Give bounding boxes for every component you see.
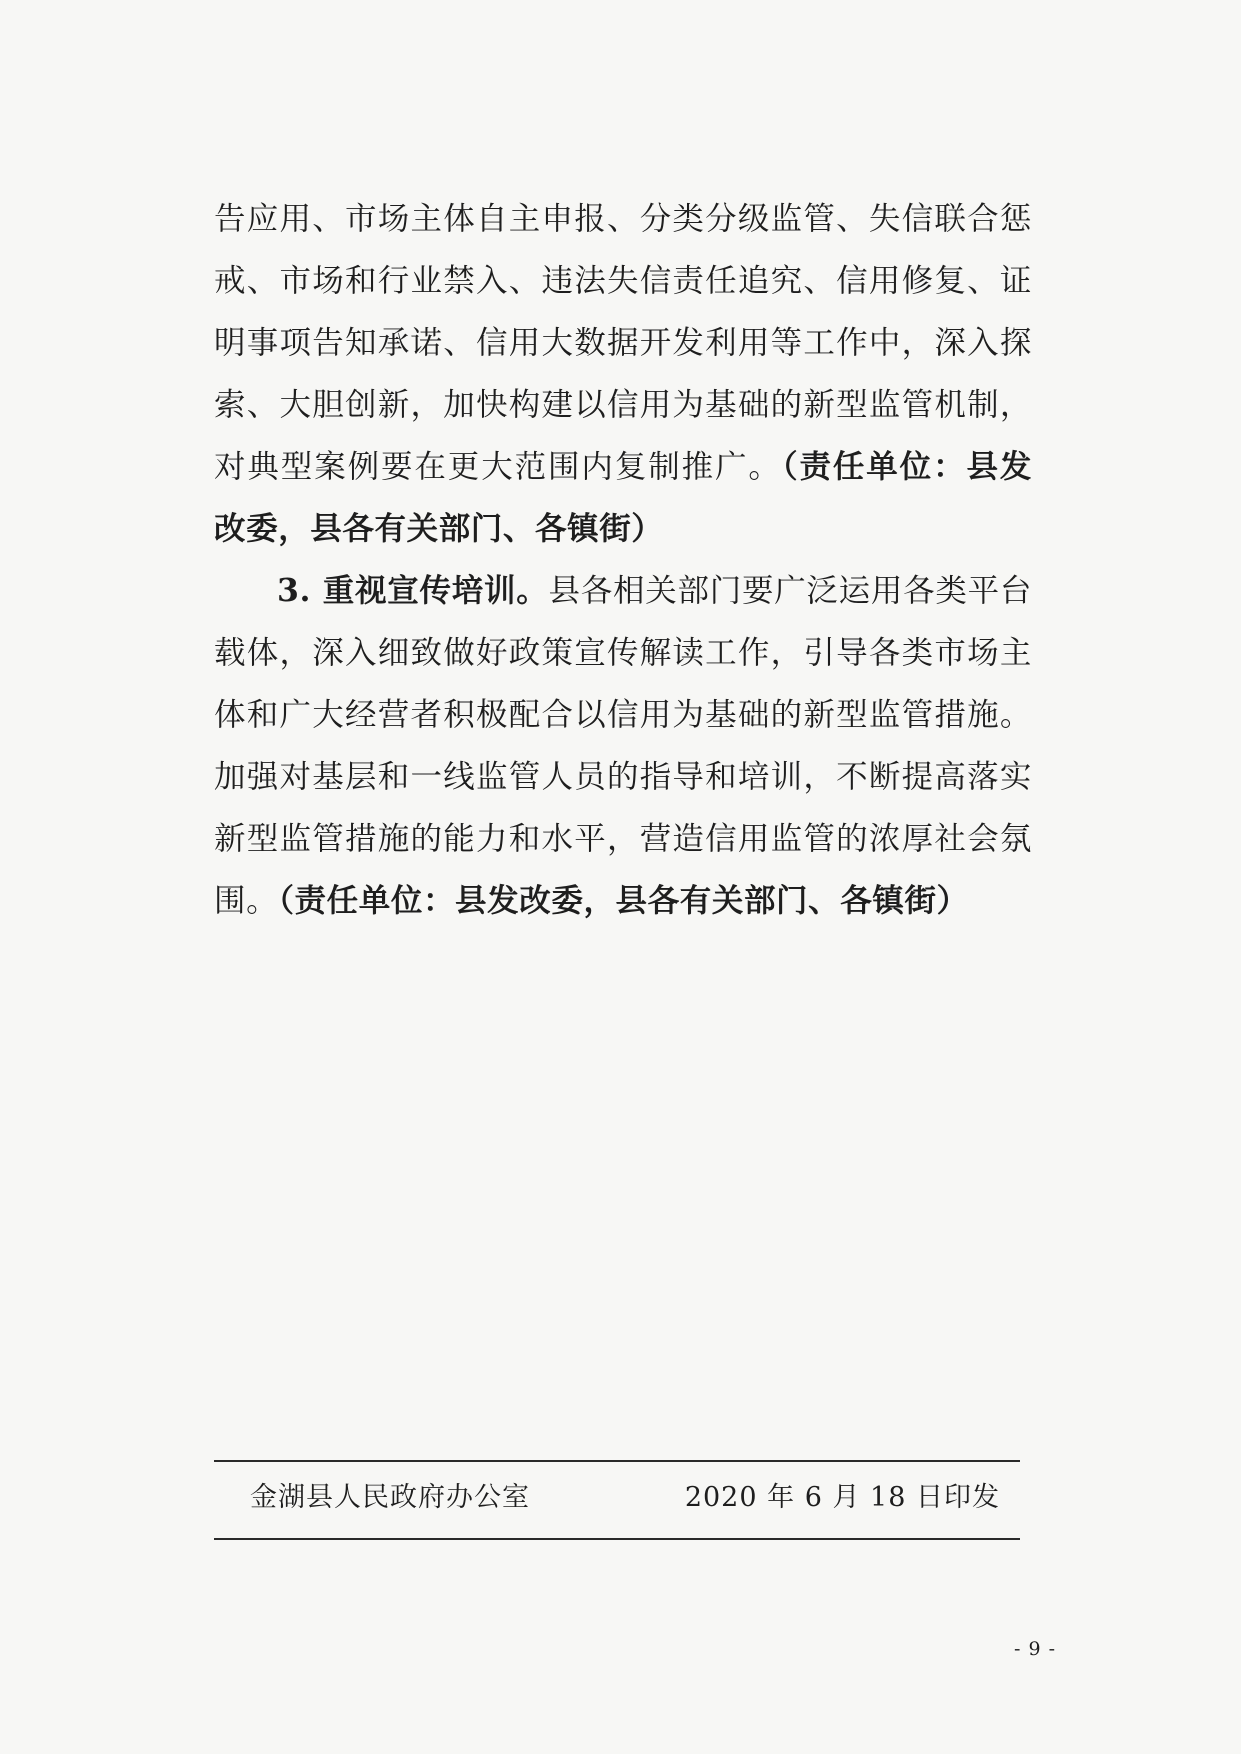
footer-top-rule [214, 1460, 1020, 1462]
footer-issuer: 金湖县人民政府办公室 [250, 1482, 530, 1513]
continuation-text: 告应用、市场主体自主申报、分类分级监管、失信联合惩戒、市场和行业禁入、违法失信责任追究、信用修复、证明事项告知承诺、信用大数据开发利用等工作中，深入探索、大胆创新，加快构建以信用为基础的新型监管机制，对典型案例要在更大范围内复制推广。 [214, 201, 1032, 485]
page-number: - 9 - [1014, 1638, 1057, 1660]
continuation-responsibility: （责任单位：县发改委，县各有关部门、各镇街） [214, 448, 1032, 547]
footer-bottom-rule [214, 1538, 1020, 1540]
footer-issue-date: 2020 年 6 月 18 日印发 [684, 1482, 1000, 1513]
continuation-paragraph [214, 188, 1032, 560]
item-3-responsibility: （责任单位：县发改委，县各有关部门、各镇街） [278, 882, 969, 919]
item-3-text: 县各相关部门要广泛运用各类平台载体，深入细致做好政策宣传解读工作，引导各类市场主体和广大经营者积极配合以信用为基础的新型监管措施。加强对基层和一线监管人员的指导和培训，不断提高落实新型监管措施的能力和水平，营造信用监管的浓厚社会氛围。 [214, 573, 1032, 919]
body-text [214, 188, 1032, 932]
item-3-heading: 3. 重视宣传培训。 [277, 572, 549, 609]
item-3-paragraph [214, 560, 1032, 932]
